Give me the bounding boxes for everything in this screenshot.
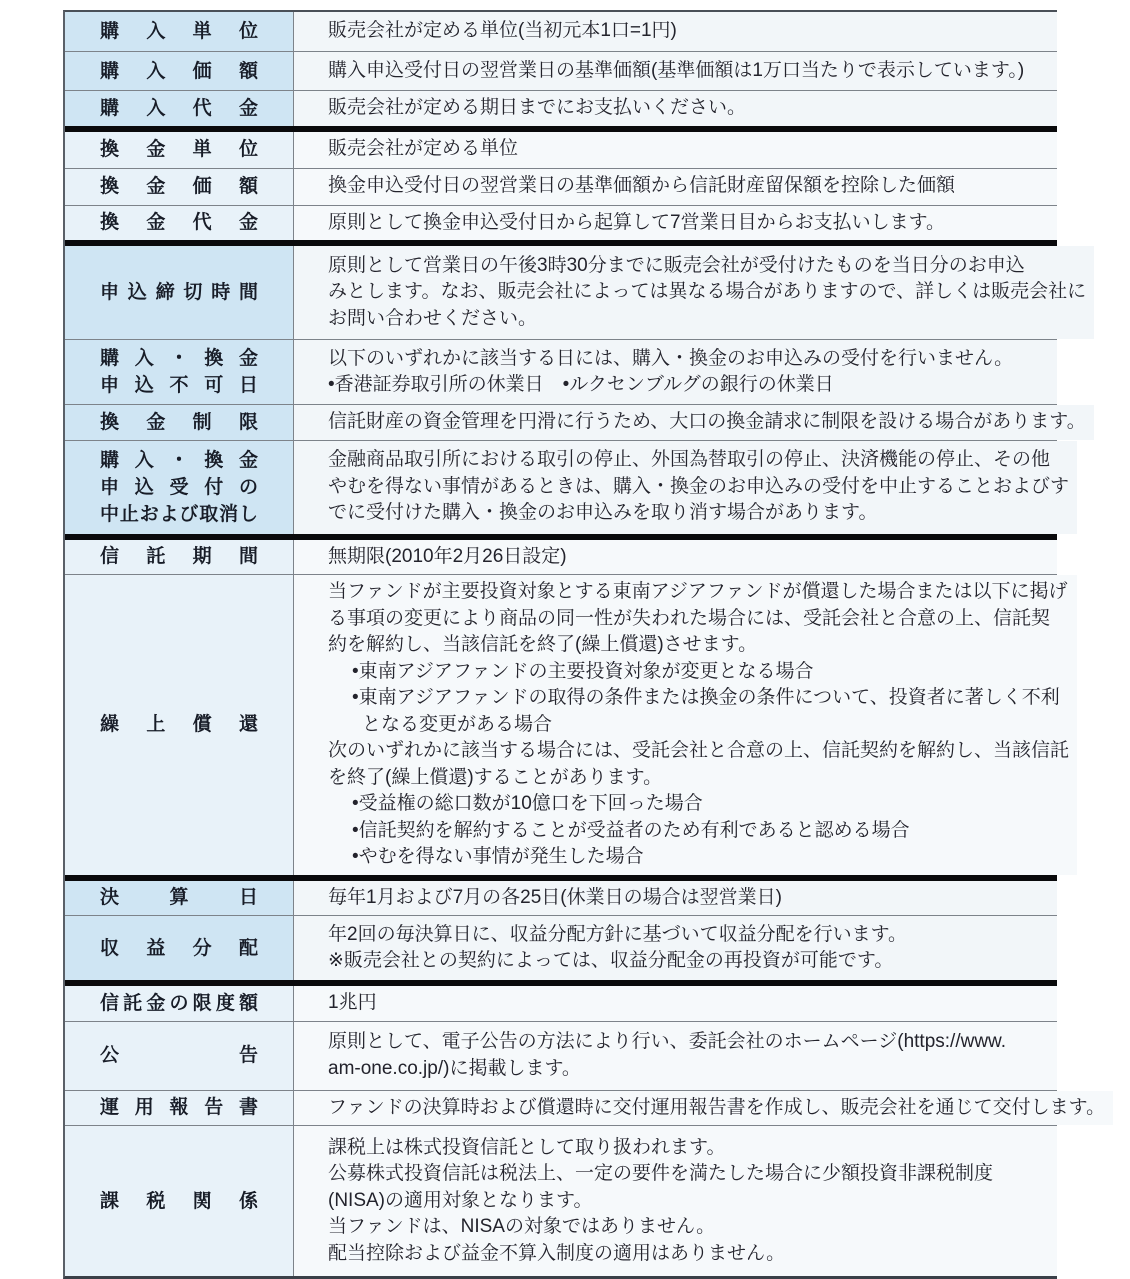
text-line: ファンドの決算時および償還時に交付運用報告書を作成し、販売会社を通じて交付します。 [328, 1096, 1106, 1118]
row-content-text [328, 447, 1069, 527]
row-content-text [328, 253, 1086, 333]
row-content-text [328, 922, 1049, 975]
row-header-text [65, 279, 293, 306]
row-header-text [65, 1188, 293, 1215]
row-header-line: 繰上償還 [100, 714, 258, 736]
text-line: お問い合わせください。 [328, 307, 538, 329]
text-line: 当ファンドは、NISAの対象ではありません。 [328, 1216, 716, 1238]
row-content-cell [294, 540, 1057, 575]
row-header-text [65, 543, 293, 570]
row-header-line: 購入単位 [100, 21, 258, 42]
row-content-text [328, 544, 1049, 571]
row-content-cell [294, 986, 1057, 1021]
row-content-text [328, 58, 1049, 85]
row-header-line: 申込受付の [100, 476, 258, 498]
row-header-cell [65, 340, 294, 404]
bullet-line: •東南アジアファンドの取得の条件または換金の条件について、投資者に著しく不利 [352, 687, 1060, 708]
bullet-line: •やむを得ない事情が発生した場合 [352, 846, 644, 867]
row-content-cell [294, 340, 1057, 404]
table-row [65, 404, 1086, 440]
row-header-text [65, 935, 293, 962]
text-line: (NISA)の適用対象となります。 [328, 1189, 593, 1211]
row-header-cell [65, 1022, 294, 1090]
row-header-text [65, 711, 293, 738]
row-content-text [328, 1135, 1049, 1268]
table-row [65, 205, 1057, 241]
row-group-3 [65, 240, 1087, 534]
row-header-cell [65, 52, 294, 90]
row-content-text [328, 136, 1049, 163]
text-line: 原則として、電子公告の方法により行い、委託会社のホームページ(https://www. [328, 1031, 1006, 1052]
row-content-cell [294, 246, 1094, 339]
row-header-cell [65, 1091, 294, 1126]
bullet-line: •信託契約を解約することが受益者のため有利であると認める場合 [352, 819, 910, 841]
row-content-cell [294, 916, 1057, 980]
row-header-cell [65, 540, 294, 575]
row-group-1 [65, 12, 1057, 126]
text-line: 毎年1月および7月の各25日(休業日の場合は翌営業日) [328, 886, 782, 908]
table-row [65, 986, 1057, 1021]
text-line: 公募株式投資信託は税法上、一定の要件を満たした場合に少額投資非課税制度 [328, 1163, 994, 1185]
text-line: 次のいずれかに該当する場合には、受託会社と合意の上、信託契約を解約し、当該信託 [328, 740, 1070, 761]
text-line: る事項の変更により商品の同一性が失われた場合には、受託会社と合意の上、信託契 [328, 607, 1051, 629]
row-header-line: 収益分配 [100, 937, 258, 959]
row-header-line: 決算日 [100, 887, 258, 909]
row-content-cell [294, 405, 1094, 440]
table-row [65, 1021, 1057, 1090]
text-line: am-one.co.jp/)に掲載します。 [328, 1057, 581, 1079]
row-header-cell [65, 246, 294, 339]
row-header-text [65, 209, 293, 236]
table-row [65, 51, 1057, 90]
row-header-line: 換金単位 [100, 139, 258, 160]
row-header-text [65, 345, 293, 399]
table-row [65, 1090, 1106, 1126]
row-header-line: 申込不可日 [100, 375, 258, 396]
row-content-cell [294, 1022, 1057, 1090]
row-header-text [65, 95, 293, 122]
row-header-line: 課税関係 [100, 1190, 258, 1212]
table-row [65, 1125, 1057, 1276]
row-header-text [65, 884, 293, 911]
row-header-line: 換金価額 [100, 176, 258, 197]
row-content-cell [294, 441, 1077, 534]
row-content-cell [294, 575, 1077, 875]
row-header-line: 中止および取消し [100, 503, 258, 525]
row-header-cell [65, 441, 294, 534]
row-header-text [65, 1094, 293, 1121]
row-header-line: 信託金の限度額 [100, 992, 258, 1014]
row-content-text [328, 1095, 1105, 1122]
row-header-cell [65, 405, 294, 440]
row-content-text [328, 579, 1069, 871]
text-line: を終了(繰上償還)することがあります。 [328, 766, 663, 788]
table-row [65, 90, 1057, 126]
row-content-text [328, 990, 1049, 1017]
row-content-cell [294, 52, 1057, 90]
row-header-text [65, 173, 293, 200]
row-header-cell [65, 575, 294, 875]
row-header-cell [65, 169, 294, 205]
text-line: •香港証券取引所の休業日 •ルクセンブルグの銀行の休業日 [328, 374, 834, 395]
row-content-text [328, 1029, 1049, 1082]
row-header-text [65, 1042, 293, 1069]
bullet-line: となる変更がある場合 [362, 713, 553, 735]
table-row [65, 246, 1087, 339]
row-header-cell [65, 1126, 294, 1276]
row-content-cell [294, 132, 1057, 168]
text-line: 信託財産の資金管理を円滑に行うため、大口の換金請求に制限を設ける場合があります。 [328, 411, 1086, 432]
bullet-line: •東南アジアファンドの主要投資対象が変更となる場合 [352, 660, 814, 682]
row-header-line: 申込締切時間 [100, 282, 258, 303]
row-header-cell [65, 132, 294, 168]
row-header-line: 信託期間 [100, 546, 258, 568]
row-header-cell [65, 881, 294, 916]
table-row [65, 12, 1057, 51]
table-row [65, 339, 1057, 404]
row-content-cell [294, 12, 1057, 51]
text-line: やむを得ない事情があるときは、購入・換金のお申込みの受付を中止することおよびす [328, 475, 1070, 497]
row-content-text [328, 18, 1049, 45]
table-row [65, 440, 1070, 534]
row-header-cell [65, 986, 294, 1021]
row-content-text [328, 409, 1086, 436]
text-line: 原則として営業日の午後3時30分までに販売会社が受付けたものを当日分のお申込 [328, 254, 1025, 276]
text-line: でに受付けた購入・換金のお申込みを取り消す場合があります。 [328, 502, 878, 524]
row-content-cell [294, 1091, 1113, 1126]
row-header-cell [65, 916, 294, 980]
table-row [65, 540, 1057, 575]
fund-info-table [63, 10, 1106, 1279]
text-line: 原則として換金申込受付日から起算して7営業日目からお支払いします。 [328, 211, 946, 233]
text-line: 課税上は株式投資信託として取り扱われます。 [328, 1136, 726, 1158]
row-header-line: 購入・換金 [100, 449, 258, 471]
row-header-text [65, 58, 293, 85]
row-content-text [328, 95, 1049, 122]
text-line: 1兆円 [328, 992, 377, 1013]
row-header-text [65, 136, 293, 163]
row-header-line: 換金制限 [100, 411, 258, 433]
row-content-text [328, 885, 1049, 912]
text-line: 配当控除および益金不算入制度の適用はありません。 [328, 1242, 786, 1264]
row-group-5 [65, 875, 1057, 981]
row-header-cell [65, 12, 294, 51]
row-content-cell [294, 91, 1057, 126]
row-header-cell [65, 91, 294, 126]
text-line: 当ファンドが主要投資対象とする東南アジアファンドが償還した場合または以下に掲げ [328, 581, 1068, 602]
row-header-line: 公告 [100, 1045, 258, 1066]
text-line: 金融商品取引所における取引の停止、外国為替取引の停止、決済機能の停止、その他 [328, 449, 1051, 471]
table-row [65, 168, 1057, 205]
row-group-4 [65, 534, 1070, 875]
row-content-text [328, 346, 1049, 399]
row-group-2 [65, 126, 1057, 241]
row-header-text [65, 409, 293, 436]
row-header-text [65, 447, 293, 528]
row-header-line: 購入・換金 [100, 348, 258, 369]
text-line: ※販売会社との契約によっては、収益分配金の再投資が可能です。 [328, 950, 894, 971]
row-header-line: 購入代金 [100, 97, 258, 119]
row-header-line: 購入価額 [100, 60, 258, 82]
row-header-line: 換金代金 [100, 212, 258, 234]
text-line: 約を解約し、当該信託を終了(繰上償還)させます。 [328, 634, 758, 655]
text-line: 販売会社が定める単位 [328, 138, 519, 160]
row-header-text [65, 18, 293, 45]
row-content-cell [294, 1126, 1057, 1276]
row-group-6 [65, 980, 1106, 1276]
row-header-line: 運用報告書 [100, 1097, 258, 1119]
row-content-text [328, 173, 1049, 200]
row-header-text [65, 990, 293, 1017]
bullet-line: •受益権の総口数が10億口を下回った場合 [352, 793, 703, 814]
table-row [65, 915, 1057, 980]
text-line: 換金申込受付日の翌営業日の基準価額から信託財産留保額を控除した価額 [328, 175, 956, 197]
row-content-text [328, 210, 1049, 237]
text-line: 年2回の毎決算日に、収益分配方針に基づいて収益分配を行います。 [328, 923, 908, 945]
row-content-cell [294, 169, 1057, 205]
text-line: 購入申込受付日の翌営業日の基準価額(基準価額は1万口当たりで表示しています。) [328, 59, 1025, 81]
text-line: 無期限(2010年2月26日設定) [328, 545, 567, 567]
text-line: 以下のいずれかに該当する日には、購入・換金のお申込みの受付を行いません。 [328, 347, 1014, 369]
row-content-cell [294, 881, 1057, 916]
table-row [65, 132, 1057, 168]
text-line: みとします。なお、販売会社によっては異なる場合がありますので、詳しくは販売会社に [328, 281, 1087, 303]
text-line: 販売会社が定める期日までにお支払いください。 [328, 97, 747, 118]
text-line: 販売会社が定める単位(当初元本1口=1円) [328, 20, 677, 42]
row-content-cell [294, 206, 1057, 241]
table-row [65, 574, 1070, 875]
row-header-cell [65, 206, 294, 241]
table-row [65, 881, 1057, 916]
